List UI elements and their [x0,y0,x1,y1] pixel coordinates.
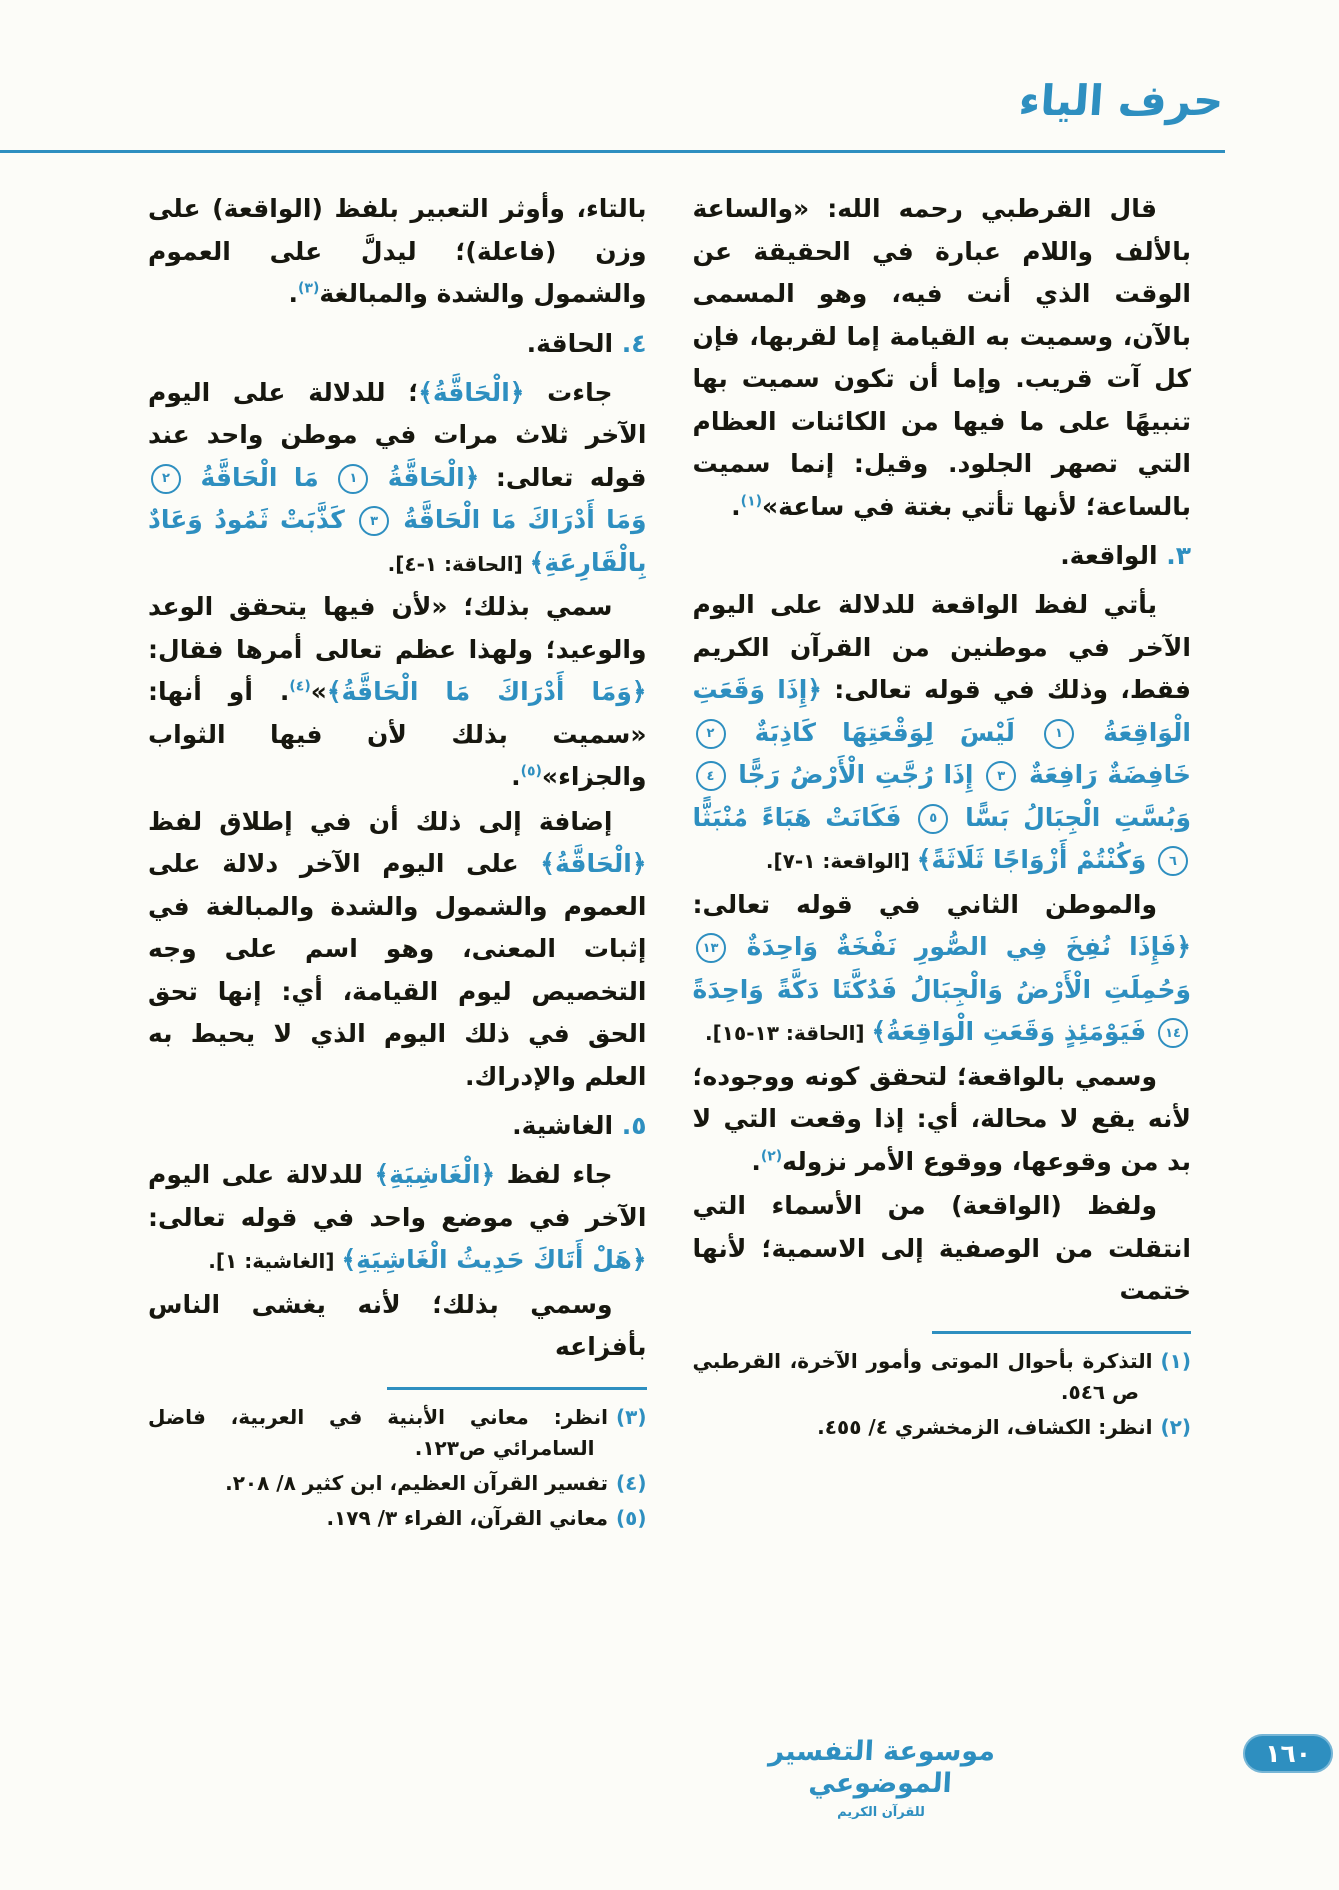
quran-text: كَذَّبَتْ ثَمُودُ وَعَادٌ بِالْقَارِعَةِ﴾ [148,505,647,577]
heading-number: ٥. [613,1111,647,1140]
quran-text: ﴿إِذَا وَقَعَتِ الْوَاقِعَةُ [692,675,1191,747]
verse-number-badge: ٢ [696,719,726,749]
body-text: والموطن الثاني في قوله تعالى: [692,889,1157,919]
ayah-reference: [الواقعة: ١-٧]. [765,849,917,873]
footnote-marker: (٥) [520,763,542,780]
footnote-number: (١) [1160,1348,1191,1373]
paragraph [148,188,647,316]
verse-number-badge: ٣ [986,761,1016,791]
body-text: جاءت [524,377,613,407]
paragraph [693,1056,1192,1184]
body-text: سمي بذلك؛ «لأن فيها يتحقق الوعد والوعيد؛ ولهذا عظم تعالى أمرها فقال: [148,592,647,664]
quran-text: خَافِضَةٌ رَافِعَةٌ [1019,760,1191,789]
section-heading [148,324,647,364]
quran-text: إِذَا رُجَّتِ الْأَرْضُ رَجًّا [728,760,984,789]
footnote [148,1468,647,1499]
body-text: وسمي بذلك؛ لأنه يغشى الناس بأفزاعه [148,1289,647,1361]
verse-number-badge: ١٤ [1158,1018,1188,1048]
quran-text: ﴿الْحَاقَّةُ﴾ [540,849,647,878]
body-text: . [511,762,521,791]
quran-text: فَيَوْمَئِذٍ وَقَعَتِ الْوَاقِعَةُ﴾ [871,1017,1155,1046]
footnote-marker: (٤) [289,678,311,695]
footnote [693,1346,1192,1408]
ayah-reference: [الغاشية: ١]. [208,1249,342,1273]
publisher-logo [741,1736,1021,1820]
quran-text: لَيْسَ لِوَقْعَتِهَا كَاذِبَةٌ [728,717,1041,747]
paragraph [693,188,1192,528]
footnote-text: انظر: الكشاف، الزمخشري ٤/ ٤٥٥. [817,1414,1153,1439]
body-text: وسمي بالواقعة؛ لتحقق كونه ووجوده؛ لأنه يقع لا محالة، أي: إذا وقعت التي لا بد من وقوعها، ووقوع الأمر نزوله [692,1061,1191,1176]
verse-number-badge: ١ [338,464,368,494]
heading-number: ٣. [1157,541,1191,570]
quran-text: فَكَانَتْ هَبَاءً مُنْبَثًّا [692,802,916,832]
body-text: . [288,279,299,308]
footnote-text: تفسير القرآن العظيم، ابن كثير ٨/ ٢٠٨. [225,1470,608,1495]
section-heading [148,1106,647,1146]
paragraph [148,372,647,585]
chapter-header-title: حرف الياء [1016,76,1225,125]
footnote-number: (٤) [616,1470,647,1495]
quran-text: ﴿الْحَاقَّةُ﴾ [418,377,525,407]
quran-text: وَبُسَّتِ الْجِبَالُ بَسًّا [951,802,1191,832]
footnote-separator [387,1387,646,1390]
verse-number-badge: ٦ [1158,846,1188,876]
body-text: . أو أنها: «سميت بذلك لأن فيها الثواب والجزاء» [148,677,647,791]
footnote [693,1412,1192,1443]
body-text: يأتي لفظ الواقعة للدلالة على اليوم الآخر في موطنين من القرآن الكريم فقط، وذلك في قوله تعالى: [692,590,1191,704]
paragraph [693,584,1192,882]
footnote-separator [932,1331,1191,1334]
footnote [148,1503,647,1534]
body-text: على اليوم الآخر دلالة على العموم والشمول والشدة والمبالغة في إثبات المعنى، وهو اسم على وجه التخصيص ليوم القيامة، أي: إنها تحق الحق في ذلك اليوم الذي لا يحيط به العلم والإدراك. [148,849,647,1091]
footnote-marker: (١) [740,493,763,510]
heading-text: الغاشية. [512,1111,614,1140]
column-right [693,188,1192,1447]
footnote-text: معاني القرآن، الفراء ٣/ ١٧٩. [326,1505,608,1530]
body-text: جاء لفظ [495,1160,613,1189]
paragraph [148,586,647,799]
paragraph [148,1284,647,1369]
verse-number-badge: ٥ [918,804,948,834]
verse-number-badge: ٤ [696,761,726,791]
footnote-number: (٣) [616,1404,647,1429]
logo-subtitle: للقرآن الكريم [837,1804,925,1820]
logo-title: موسوعة التفسير الموضوعي [767,1736,996,1800]
body-text: إضافة إلى ذلك أن في إطلاق لفظ [148,806,613,836]
body-text: . [751,1146,761,1176]
paragraph [693,1185,1192,1313]
body-text: . [731,491,741,521]
verse-number-badge: ١٣ [696,933,726,963]
section-heading [693,536,1192,576]
quran-text: ﴿هَلْ أَتَاكَ حَدِيثُ الْغَاشِيَةِ﴾ [341,1245,647,1274]
body-text: » [310,677,327,706]
footnote-marker: (٣) [298,280,320,297]
footnote-number: (٥) [616,1505,647,1530]
ayah-reference: [الحاقة: ١٣-١٥]. [705,1021,872,1045]
verse-number-badge: ١ [1044,719,1074,749]
page-number-badge: ١٦٠ [1243,1734,1333,1773]
footnote-text: التذكرة بأحوال الموتى وأمور الآخرة، القرطبي ص ٥٤٦. [692,1348,1153,1404]
quran-text: وَمَا أَدْرَاكَ مَا الْحَاقَّةُ [392,505,647,534]
heading-text: الواقعة. [1060,541,1158,570]
header-rule [0,150,1225,153]
body-text: ولفظ (الواقعة) من الأسماء التي انتقلت من الوصفية إلى الاسمية؛ لأنها ختمت [692,1191,1191,1305]
quran-text: ﴿الْحَاقَّةُ [371,462,480,492]
heading-text: الحاقة. [526,328,614,358]
body-text: قال القرطبي رحمه الله: «والساعة بالألف واللام عبارة في الحقيقة عن الوقت الذي أنت فيه، وهو المسمى بالآن، وسميت به القيامة إما لقربها، فإن كل آت قريب. وإما أن تكون سميت بها تنبيهًا على ما فيها من الكائنات العظام التي تصهر الجلود. وقيل: إنما سميت بالساعة؛ لأنها تأتي بغتة في ساعة» [692,194,1191,521]
quran-text: ﴿فَإِذَا نُفِخَ فِي الصُّورِ نَفْخَةٌ وَاحِدَةٌ [728,932,1191,961]
footnote [148,1402,647,1464]
quran-text: وَحُمِلَتِ الْأَرْضُ وَالْجِبَالُ فَدُكَّتَا دَكَّةً وَاحِدَةً [692,974,1191,1004]
body-text: للدلالة على اليوم الآخر في موضع واحد في قوله تعالى: [148,1160,647,1232]
verse-number-badge: ٣ [359,506,389,536]
column-left [148,188,647,1538]
ayah-reference: [الحاقة: ١-٤]. [387,551,530,576]
footnote-number: (٢) [1160,1414,1191,1439]
footnote-text: انظر: معاني الأبنية في العربية، فاضل السامرائي ص١٢٣. [148,1404,608,1460]
paragraph [148,801,647,1099]
quran-text: ﴿وَمَا أَدْرَاكَ مَا الْحَاقَّةُ﴾ [326,677,647,706]
quran-text: ﴿الْغَاشِيَةِ﴾ [374,1160,496,1189]
quran-text: وَكُنْتُمْ أَزْوَاجًا ثَلَاثَةً﴾ [916,845,1155,874]
heading-number: ٤. [613,328,647,358]
paragraph [693,884,1192,1054]
text-columns [148,188,1191,1538]
quran-text: مَا الْحَاقَّةُ [184,462,336,492]
footnote-marker: (٢) [760,1148,783,1165]
body-text: بالتاء، وأوثر التعبير بلفظ (الواقعة) على وزن (فاعلة)؛ ليدلَّ على العموم والشمول والشدة والمبالغة [148,194,647,308]
verse-number-badge: ٢ [151,464,181,494]
body-text: ؛ للدلالة على اليوم الآخر ثلاث مرات في موطن واحد عند قوله تعالى: [148,377,647,492]
paragraph [148,1154,647,1282]
